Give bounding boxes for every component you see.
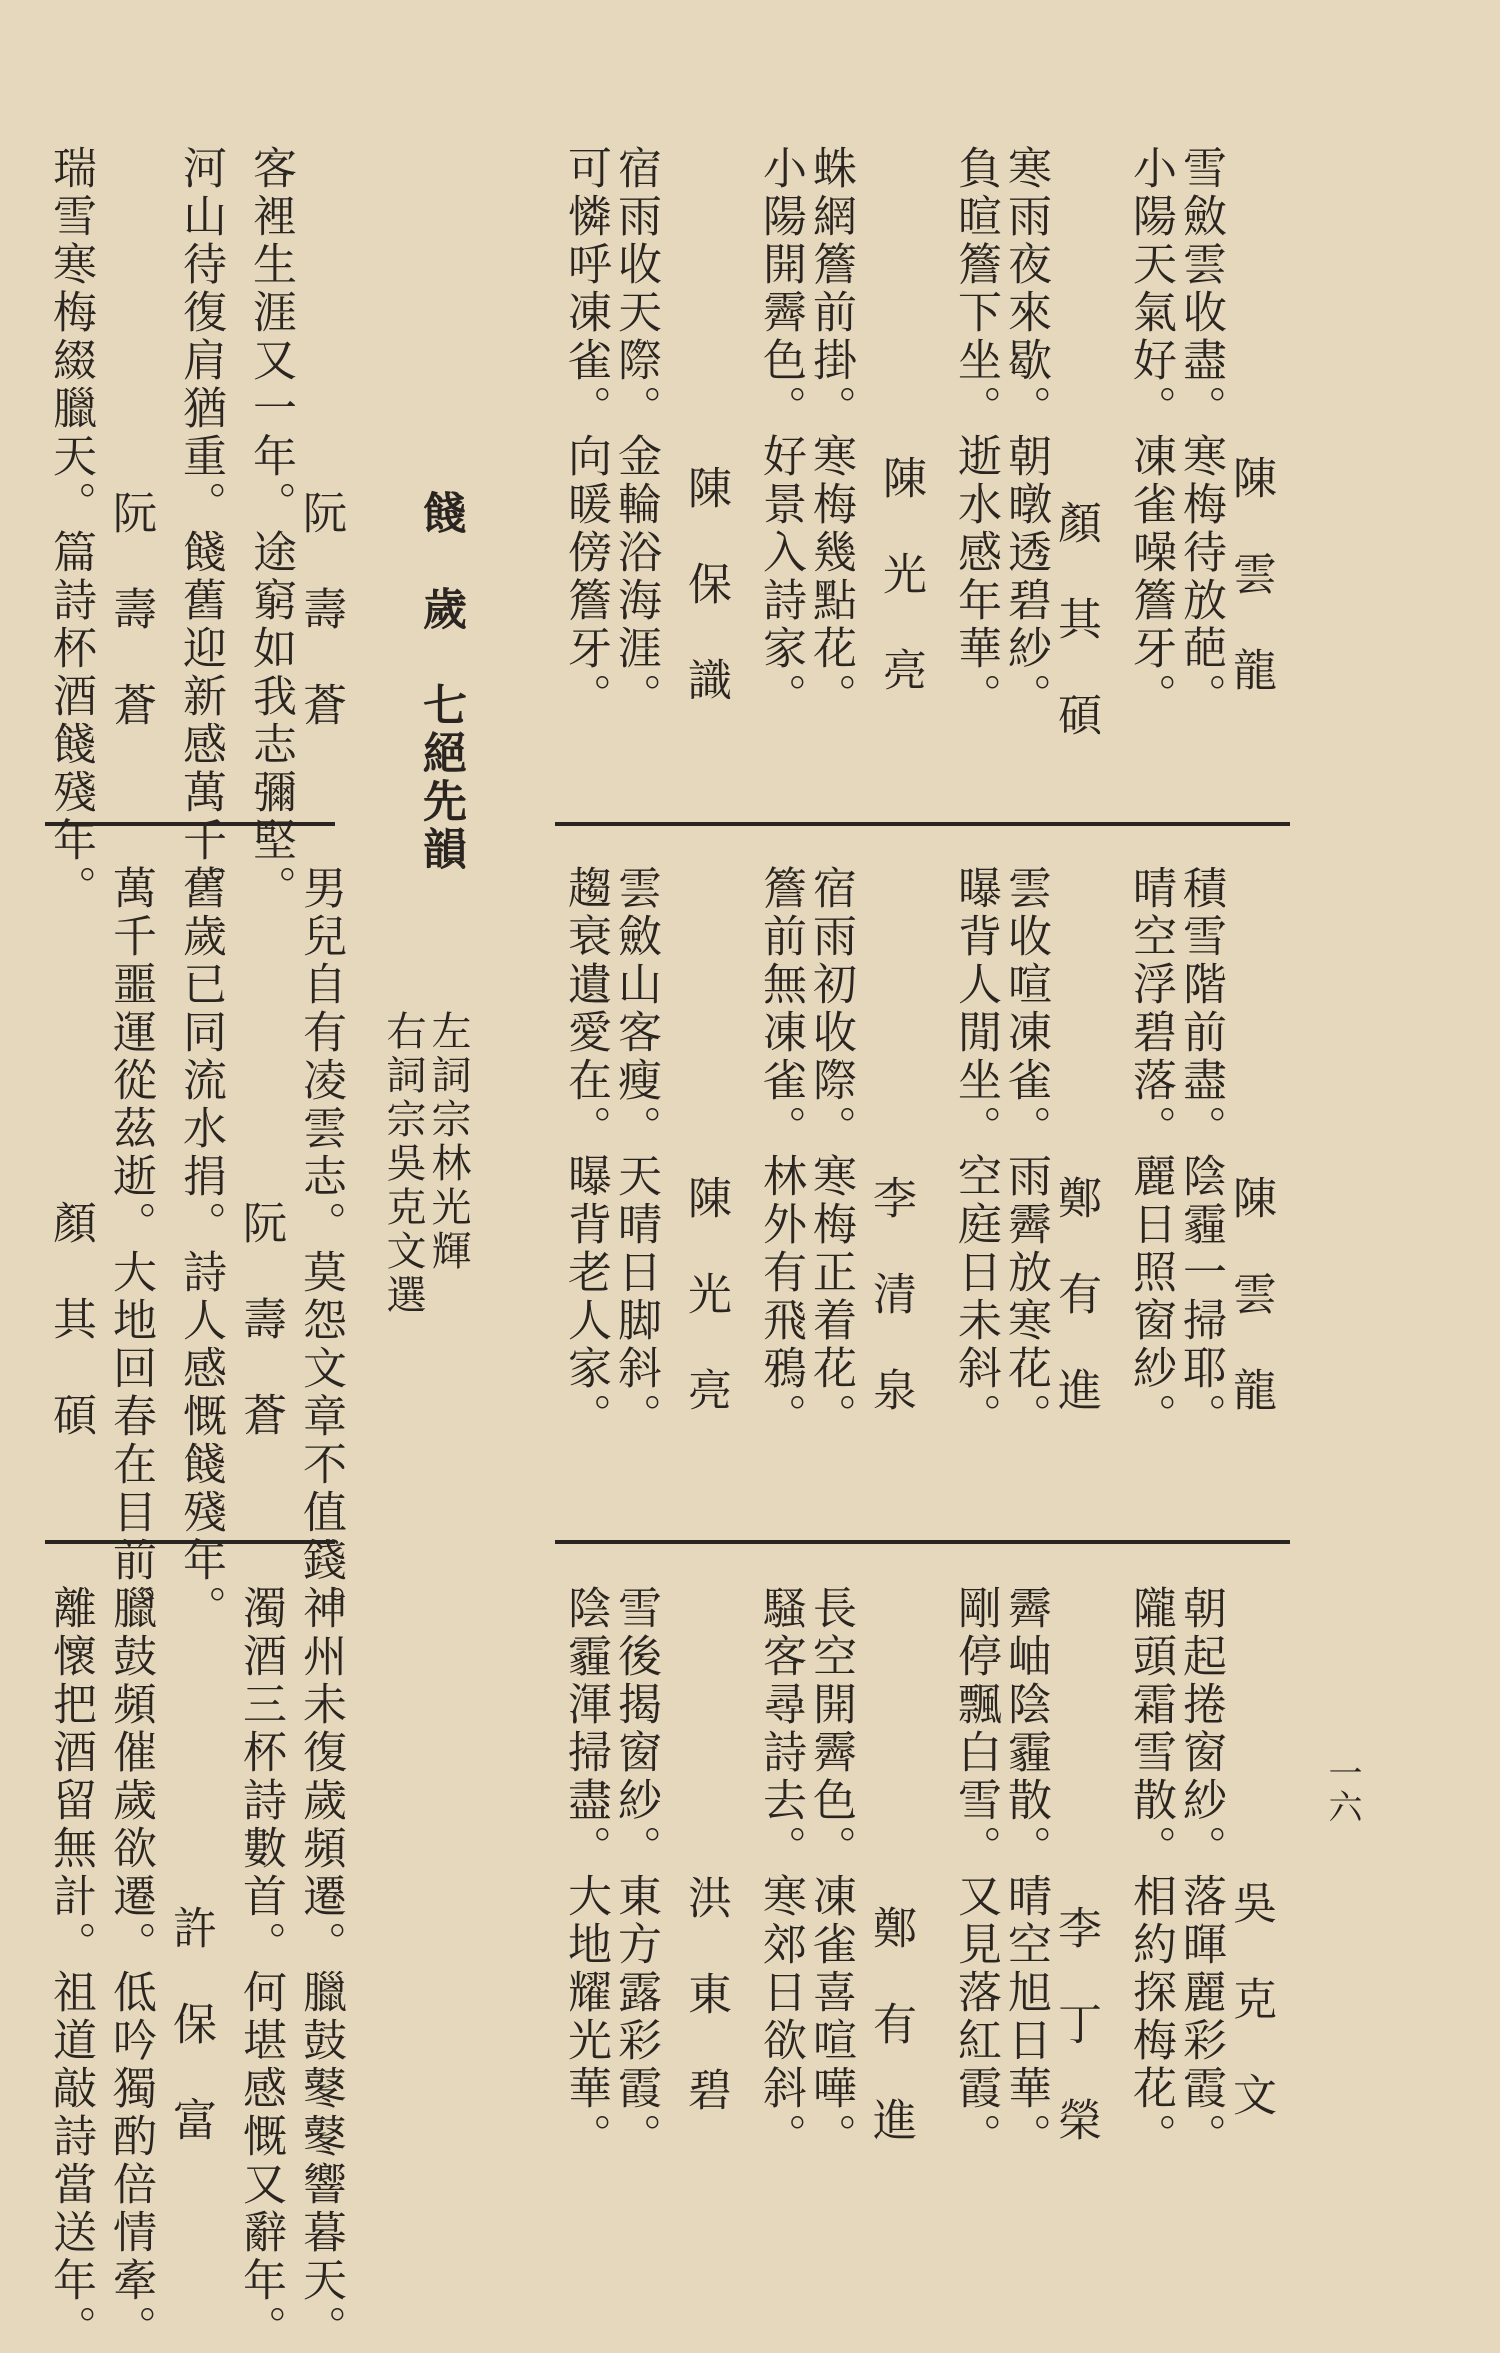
poem-line: 宿雨初收際。寒梅正着花。 xyxy=(805,865,856,1441)
author-name: 鄭 有 進 xyxy=(865,1905,916,2145)
author-name: 阮 壽 蒼 xyxy=(295,490,346,730)
poem-line: 曝背人閒坐。空庭日未斜。 xyxy=(950,865,1001,1441)
judge-credit: 左詞宗林光輝 xyxy=(425,1010,471,1274)
poem-line: 雲斂山客瘦。天晴日脚斜。 xyxy=(610,865,661,1441)
author-name: 顏 其 碩 xyxy=(45,1200,96,1440)
poem-line: 寒雨夜來歇。朝暾透碧紗。 xyxy=(1000,145,1051,721)
poem-line: 霽岫陰霾散。晴空旭日華。 xyxy=(1000,1585,1051,2161)
author-name: 鄭 有 進 xyxy=(1050,1175,1101,1415)
poem-line: 隴頭霜雪散。相約探梅花。 xyxy=(1125,1585,1176,2161)
poem-line: 小陽開霽色。好景入詩家。 xyxy=(755,145,806,721)
poem-line: 積雪階前盡。陰霾一掃耶。 xyxy=(1175,865,1226,1441)
author-name: 李 清 泉 xyxy=(865,1175,916,1415)
judge-credit: 右詞宗吳克文選 xyxy=(380,1010,426,1318)
author-name: 陳 雲 龍 xyxy=(1225,455,1276,695)
author-name: 陳 光 亮 xyxy=(875,455,926,695)
poem-line: 雪斂雲收盡。寒梅待放葩。 xyxy=(1175,145,1226,721)
poem-line: 小陽天氣好。凍雀噪簷牙。 xyxy=(1125,145,1176,721)
poem-line: 朝起捲窗紗。落暉麗彩霞。 xyxy=(1175,1585,1226,2161)
poem-line: 宿雨收天際。金輪浴海涯。 xyxy=(610,145,661,721)
poem-line: 晴空浮碧落。麗日照窗紗。 xyxy=(1125,865,1176,1441)
poem-line: 陰霾渾掃盡。大地耀光華。 xyxy=(560,1585,611,2161)
poem-line: 濁酒三杯詩數首。何堪感慨又辭年。 xyxy=(235,1585,286,2353)
author-name: 陳 保 識 xyxy=(680,465,731,705)
poem-line: 河山待復肩猶重。餞舊迎新感萬千。 xyxy=(175,145,226,913)
author-name: 陳 雲 龍 xyxy=(1225,1175,1276,1415)
poem-line: 雪後揭窗紗。東方露彩霞。 xyxy=(610,1585,661,2161)
poem-line: 萬千噩運從茲逝。大地回春在目前。 xyxy=(105,865,156,1633)
poem-line: 負暄簷下坐。逝水感年華。 xyxy=(950,145,1001,721)
author-name: 阮 壽 蒼 xyxy=(105,490,156,730)
poem-line: 離懷把酒留無計。祖道敲詩當送年。 xyxy=(45,1585,96,2353)
poem-line: 雲收喧凍雀。雨霽放寒花。 xyxy=(1000,865,1051,1441)
poem-line: 瑞雪寒梅綴臘天。篇詩杯酒餞殘年。 xyxy=(45,145,96,913)
poem-line: 長空開霽色。凍雀喜喧嘩。 xyxy=(805,1585,856,2161)
page-number: 一六 xyxy=(1322,1755,1362,1823)
section-title: 餞 歲 七絕先韻 xyxy=(415,490,466,874)
poem-line: 神州未復歲頻遷。臘鼓鼕鼕響暮天。 xyxy=(295,1585,346,2353)
poem-line: 客裡生涯又一年。途窮如我志彌堅。 xyxy=(245,145,296,913)
author-name: 陳 光 亮 xyxy=(680,1175,731,1415)
author-name: 顏 其 碩 xyxy=(1050,500,1101,740)
author-name: 吳 克 文 xyxy=(1225,1880,1276,2120)
author-name: 許 保 富 xyxy=(165,1905,216,2145)
poem-line: 男兒自有凌雲志。莫怨文章不值錢。 xyxy=(295,865,346,1633)
poem-line: 趨衰遺愛在。曝背老人家。 xyxy=(560,865,611,1441)
poem-line: 可憐呼凍雀。向暖傍簷牙。 xyxy=(560,145,611,721)
section-divider xyxy=(555,1540,1290,1544)
poem-line: 剛停飄白雪。又見落紅霞。 xyxy=(950,1585,1001,2161)
poem-line: 舊歲已同流水捐。詩人感慨餞殘年。 xyxy=(175,865,226,1633)
poem-line: 騷客尋詩去。寒郊日欲斜。 xyxy=(755,1585,806,2161)
author-name: 李 丁 榮 xyxy=(1050,1905,1101,2145)
poem-line: 臘鼓頻催歲欲遷。低吟獨酌倍情牽。 xyxy=(105,1585,156,2353)
author-name: 阮 壽 蒼 xyxy=(235,1200,286,1440)
section-divider xyxy=(555,822,1290,826)
author-name: 洪 東 碧 xyxy=(680,1875,731,2115)
poem-line: 簷前無凍雀。林外有飛鴉。 xyxy=(755,865,806,1441)
poem-line: 蛛網簷前掛。寒梅幾點花。 xyxy=(805,145,856,721)
